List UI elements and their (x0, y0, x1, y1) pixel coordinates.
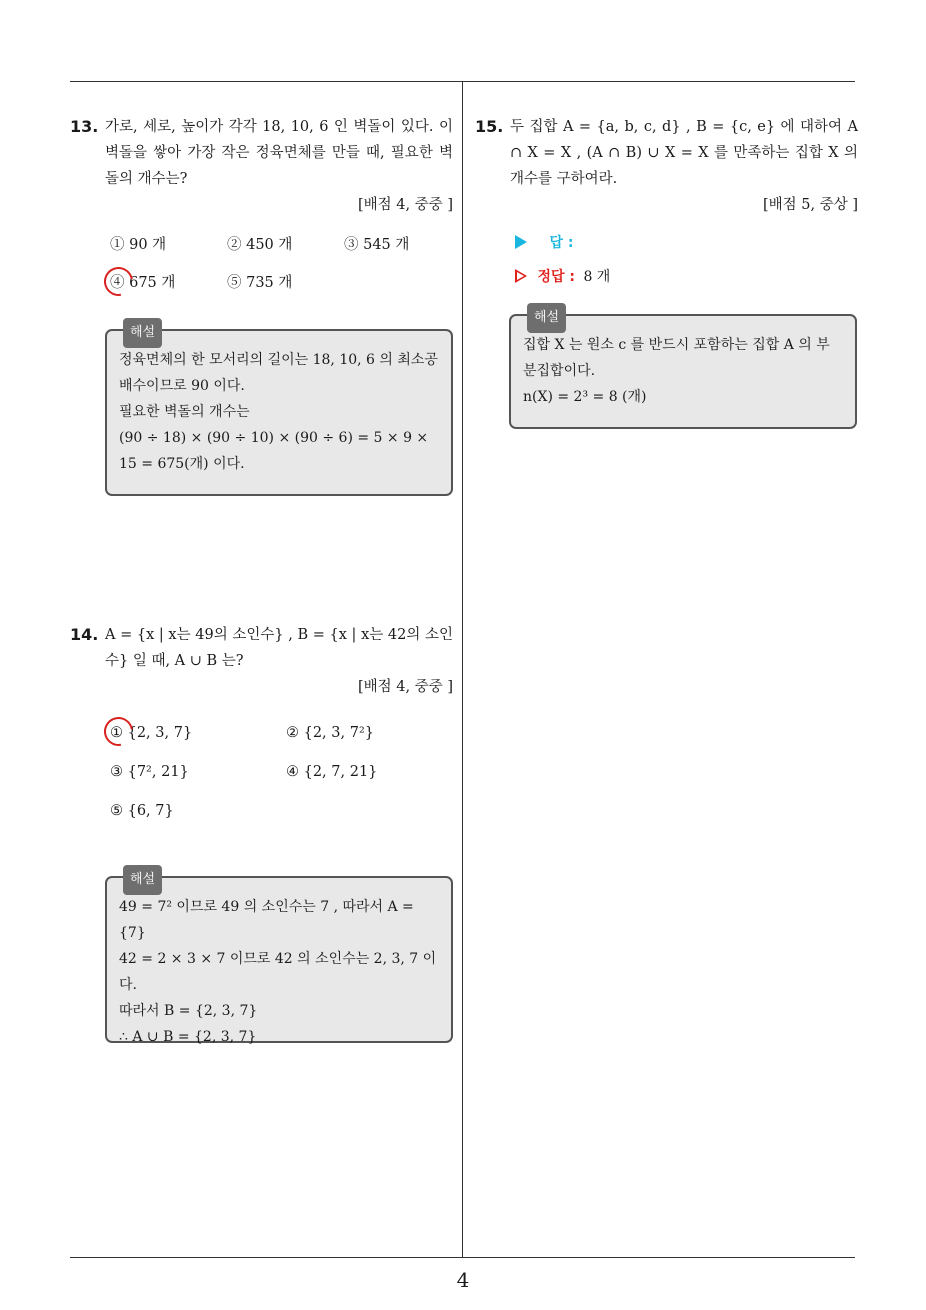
choice-5[interactable] (110, 798, 174, 824)
outline-triangle-icon (515, 269, 527, 283)
explanation-line: 필요한 벽돌의 개수는 (119, 404, 250, 420)
correct-answer-value: 8 개 (583, 269, 611, 285)
choice-marker: ⑤ (110, 803, 123, 819)
choice-marker: ③ (344, 237, 359, 253)
choice-list (70, 232, 453, 312)
page-number: 4 (456, 1268, 470, 1292)
explanation-line: 42 = 2 × 3 × 7 이므로 42 의 소인수는 2, 3, 7 이다. (119, 951, 437, 993)
question-text: 가로, 세로, 높이가 각각 18, 10, 6 인 벽돌이 있다. 이 벽돌을 쌓아 가장 작은 정육면체를 만들 때, 필요한 벽돌의 개수는? (105, 119, 453, 187)
choice-marker: ⑤ (227, 275, 242, 291)
correct-answer-row (515, 264, 858, 290)
bottom-rule (70, 1257, 855, 1258)
choice-list (70, 720, 453, 830)
score-label: [배점 5, 중상 ] (762, 197, 858, 213)
choice-1[interactable] (110, 232, 166, 258)
question-15 (475, 114, 858, 290)
question-14 (70, 622, 453, 830)
explanation-tab: 해설 (527, 303, 566, 333)
choice-4[interactable] (110, 270, 175, 296)
question-number: 13. (70, 117, 99, 136)
choice-text: 675 개 (129, 275, 176, 291)
choice-text: 735 개 (246, 275, 293, 291)
selected-answer-mark (98, 711, 138, 751)
question-number: 15. (475, 117, 504, 136)
column-divider (462, 82, 463, 1257)
choice-text: {2, 3, 7} (127, 725, 193, 741)
choice-marker: ④ (110, 275, 125, 291)
choice-text: {7², 21} (127, 764, 189, 780)
choice-text: {2, 7, 21} (303, 764, 378, 780)
choice-1[interactable] (110, 720, 192, 746)
explanation-box-13 (105, 325, 453, 496)
choice-marker: ④ (286, 764, 299, 780)
choice-marker: ① (110, 725, 123, 741)
explanation-line: 따라서 B = {2, 3, 7} (119, 1003, 258, 1019)
choice-2[interactable] (286, 720, 374, 746)
correct-answer-label: 정답 : (537, 269, 575, 285)
choice-marker: ③ (110, 764, 123, 780)
choice-marker: ② (227, 237, 242, 253)
choice-marker: ② (286, 725, 299, 741)
question-text: 두 집합 A = {a, b, c, d} , B = {c, e} 에 대하여 A ∩ X = X , (A ∩ B) ∪ X = X 를 만족하는 집합 X 의 개수를 구하여라. (510, 119, 858, 187)
choice-text: {2, 3, 7²} (303, 725, 374, 741)
choice-marker: ① (110, 237, 125, 253)
explanation-box-15 (509, 310, 857, 429)
choice-4[interactable] (286, 759, 377, 785)
explanation-line: 집합 X 는 원소 c 를 반드시 포함하는 집합 A 의 부분집합이다. (523, 337, 830, 379)
score-label: [배점 4, 중중 ] (357, 679, 453, 695)
answer-row[interactable] (515, 230, 858, 256)
explanation-box-14 (105, 872, 453, 1045)
explanation-tab: 해설 (123, 318, 162, 348)
selected-answer-mark (98, 261, 138, 301)
explanation-tab: 해설 (123, 865, 162, 895)
score-label: [배점 4, 중중 ] (357, 197, 453, 213)
choice-text: 545 개 (363, 237, 410, 253)
choice-3[interactable] (344, 232, 409, 258)
choice-3[interactable] (110, 759, 189, 785)
choice-text: 450 개 (246, 237, 293, 253)
explanation-line: (90 ÷ 18) × (90 ÷ 10) × (90 ÷ 6) = 5 × 9 × 15 = 675(개) 이다. (119, 430, 429, 472)
play-icon (515, 235, 527, 249)
question-text: A = {x | x는 49의 소인수} , B = {x | x는 42의 소인수} 일 때, A ∪ B 는? (105, 627, 453, 669)
explanation-line: 정육면체의 한 모서리의 길이는 18, 10, 6 의 최소공배수이므로 90 이다. (119, 352, 438, 394)
question-13 (70, 114, 453, 312)
explanation-line: ∴ A ∪ B = {2, 3, 7} (119, 1029, 257, 1045)
explanation-line: n(X) = 2³ = 8 (개) (523, 389, 647, 405)
choice-text: 90 개 (129, 237, 167, 253)
answer-label: 답 : (549, 235, 574, 251)
question-number: 14. (70, 625, 99, 644)
choice-text: {6, 7} (127, 803, 174, 819)
choice-2[interactable] (227, 232, 292, 258)
choice-5[interactable] (227, 270, 292, 296)
explanation-line: 49 = 7² 이므로 49 의 소인수는 7 , 따라서 A = {7} (119, 899, 414, 941)
